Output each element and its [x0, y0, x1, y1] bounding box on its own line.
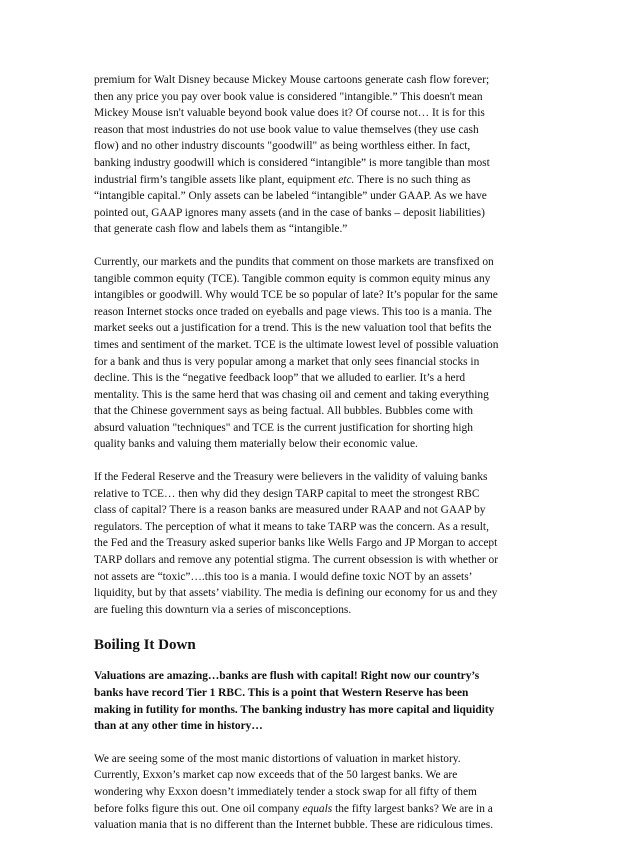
text-segment: Currently, our markets and the pundits that comment on those markets are transfixed on	[94, 255, 494, 268]
text-line	[94, 254, 550, 271]
text-line	[94, 138, 550, 155]
text-segment: than at any other time in history…	[94, 720, 263, 733]
text-line	[94, 172, 550, 189]
text-segment: the fifty largest banks? We are in a	[332, 802, 493, 815]
paragraph	[94, 72, 550, 238]
text-line	[94, 634, 550, 656]
text-segment: class of capital? There is a reason banks are measured under RAAP and not GAAP by	[94, 504, 486, 517]
text-line	[94, 552, 550, 569]
text-line	[94, 205, 550, 222]
text-line	[94, 72, 550, 89]
text-segment: times and sentiment of the market. TCE is the ultimate lowest level of possible valuation	[94, 338, 499, 351]
text-segment: banking industry goodwill which is considered “intangible” is more tangible than most	[94, 156, 490, 169]
text-segment: Currently, Exxon’s market cap now exceeds that of the 50 largest banks. We are	[94, 769, 458, 782]
text-segment: before folks figure this out. One oil company	[94, 802, 303, 815]
text-segment: We are seeing some of the most manic distortions of valuation in market history.	[94, 752, 461, 765]
text-segment: Boiling It Down	[94, 637, 196, 654]
text-line	[94, 337, 550, 354]
text-line	[94, 585, 550, 602]
text-line	[94, 668, 550, 685]
text-line	[94, 767, 550, 784]
text-line	[94, 751, 550, 768]
text-line	[94, 221, 550, 238]
text-segment: for a bank and thus is very popular among a market that only sees financial stocks in	[94, 355, 480, 368]
text-segment: then any price you pay over book value is considered "intangible.” This doesn't mean	[94, 90, 483, 103]
text-line	[94, 354, 550, 371]
text-line	[94, 105, 550, 122]
text-line	[94, 502, 550, 519]
text-segment: intangibles or goodwill. Why would TCE be so popular of late? It’s popular for the same	[94, 289, 498, 302]
text-line	[94, 271, 550, 288]
text-segment: making in futility for months. The banking industry has more capital and liquidity	[94, 703, 495, 716]
text-line	[94, 535, 550, 552]
text-line	[94, 486, 550, 503]
italic-text: etc.	[338, 173, 355, 186]
text-segment: that generate cash flow and labels them as “intangible.”	[94, 223, 348, 236]
text-segment: Mickey Mouse isn't valuable beyond book value does it? Of course not… It is for this	[94, 107, 485, 120]
text-segment: the Fed and the Treasury asked superior banks like Wells Fargo and JP Morgan to accept	[94, 537, 498, 550]
paragraph	[94, 254, 550, 453]
text-line	[94, 784, 550, 801]
text-segment: tangible common equity (TCE). Tangible common equity is common equity minus any	[94, 272, 491, 285]
text-line	[94, 387, 550, 404]
text-segment: flow) and no other industry discounts "goodwill" as being worthless either. In fact,	[94, 140, 471, 153]
text-line	[94, 122, 550, 139]
text-segment: banks have record Tier 1 RBC. This is a point that Western Reserve has been	[94, 687, 469, 699]
text-line	[94, 370, 550, 387]
text-segment: There is no such thing as	[354, 173, 471, 186]
text-segment: wondering why Exxon doesn’t immediately tender a stock swap for all fifty of them	[94, 785, 477, 798]
text-segment: mentality. This is the same herd that was chasing oil and cement and taking everything	[94, 388, 489, 401]
paragraph	[94, 469, 550, 618]
text-line	[94, 436, 550, 453]
text-line	[94, 403, 550, 420]
text-line	[94, 188, 550, 205]
text-segment: pointed out, GAAP ignores many assets (and in the case of banks – deposit liabilities)	[94, 206, 485, 219]
text-segment: premium for Walt Disney because Mickey Mouse cartoons generate cash flow forever;	[94, 74, 490, 86]
text-segment: reason that most industries do not use book value to value themselves (they use cash	[94, 123, 479, 136]
text-line	[94, 469, 550, 486]
text-line	[94, 287, 550, 304]
text-line	[94, 569, 550, 586]
text-segment: not assets are “toxic”….this too is a mania. I would define toxic NOT by an assets’	[94, 570, 473, 583]
text-segment: liquidity, but by that assets’ viability. The media is defining our economy for us and they	[94, 587, 498, 600]
paragraph	[94, 668, 550, 734]
text-segment: Valuations are amazing…banks are flush with capital! Right now our country’s	[94, 670, 480, 683]
text-line	[94, 304, 550, 321]
text-segment: relative to TCE… then why did they design TARP capital to meet the strongest RBC	[94, 487, 480, 500]
text-line	[94, 817, 550, 834]
paragraph	[94, 751, 550, 834]
text-line	[94, 519, 550, 536]
text-segment: quality banks and valuing them materially below their economic value.	[94, 438, 418, 451]
text-segment: decline. This is the “negative feedback loop” that we alluded to earlier. It’s a herd	[94, 372, 466, 385]
text-line	[94, 801, 550, 818]
text-segment: If the Federal Reserve and the Treasury were believers in the validity of valuing banks	[94, 471, 488, 484]
text-segment: market seeks out a justification for a trend. This is the new valuation tool that befits the	[94, 322, 492, 335]
text-line	[94, 685, 550, 702]
text-line	[94, 89, 550, 106]
text-segment: TARP dollars and remove any potential stigma. The current obsession is with whether or	[94, 554, 499, 567]
text-segment: valuation mania that is no different than the Internet bubble. These are ridiculous times.	[94, 819, 494, 832]
text-segment: regulators. The perception of what it means to take TARP was the concern. As a result,	[94, 520, 489, 533]
text-line	[94, 420, 550, 437]
text-line	[94, 155, 550, 172]
text-line	[94, 320, 550, 337]
text-segment: industrial firm’s tangible assets like plant, equipment	[94, 173, 339, 186]
text-line	[94, 702, 550, 719]
text-line	[94, 602, 550, 619]
italic-text: equals	[302, 802, 333, 815]
section-heading	[94, 634, 550, 656]
text-line	[94, 718, 550, 735]
text-segment: “intangible capital.” Only assets can be labeled “intangible” under GAAP. As we have	[94, 190, 487, 203]
document-page	[94, 72, 550, 850]
text-segment: are fueling this downturn via a series of misconceptions.	[94, 603, 352, 616]
text-segment: absurd valuation "techniques" and TCE is the current justification for shorting high	[94, 421, 473, 434]
text-segment: reason Internet stocks once traded on eyeballs and page views. This too is a mania. The	[94, 305, 492, 318]
text-segment: that the Chinese government says as being factual. All bubbles. Bubbles come with	[94, 405, 473, 418]
